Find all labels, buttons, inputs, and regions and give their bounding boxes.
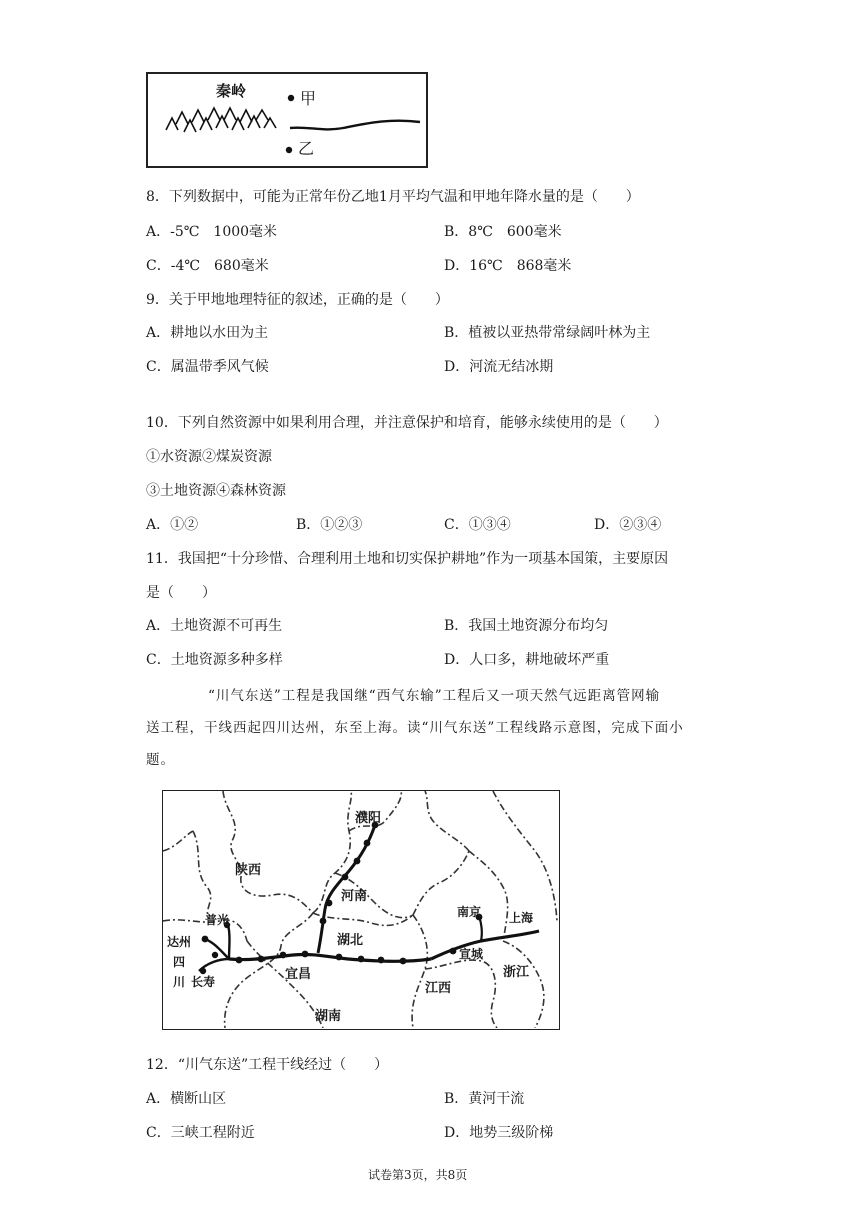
qinling-figure (146, 72, 428, 168)
q9-option-d: D．河流无结冰期 (444, 359, 554, 375)
province-borders (163, 791, 557, 1028)
q12-option-a: A．横断山区 (146, 1091, 227, 1107)
q9-stem: 9．关于甲地地理特征的叙述，正确的是（ ） (146, 292, 449, 308)
q12-option-c: C．三峡工程附近 (146, 1125, 255, 1141)
point-yi (286, 147, 292, 153)
map-label-changshou: 长寿 (191, 975, 216, 989)
q10-option-a: A．①② (146, 517, 199, 533)
q12-option-d: D．地势三级阶梯 (444, 1125, 554, 1141)
q9-option-a: A．耕地以水田为主 (146, 325, 269, 341)
map-label-hubei: 湖北 (337, 933, 364, 948)
q9-option-c: C．属温带季风气候 (146, 359, 269, 375)
mountain-symbols (166, 108, 276, 132)
q12-option-b: B．黄河干流 (444, 1091, 525, 1107)
q8-option-a: A．-5℃ 1000毫米 (146, 224, 278, 240)
pipeline-map-drawing (163, 791, 558, 1028)
q11-stem-line2: 是（ ） (146, 585, 216, 601)
q10-option-c: C．①③④ (444, 517, 511, 533)
passage-line-2: 送工程，干线西起四川达州，东至上海。读“川气东送”工程线路示意图，完成下面小 (146, 720, 684, 736)
map-label-hunan: 湖南 (315, 1009, 342, 1024)
passage-line-3: 题。 (146, 752, 175, 768)
q11-option-b: B．我国土地资源分布均匀 (444, 618, 609, 634)
map-label-yichang: 宜昌 (285, 967, 312, 982)
map-label-dazhou: 达州 (167, 935, 192, 949)
map-label-henan: 河南 (341, 889, 368, 904)
q11-option-a: A．土地资源不可再生 (146, 618, 283, 634)
q11-stem-line1: 11．我国把“十分珍惜、合理利用土地和切实保护耕地”作为一项基本国策，主要原因 (146, 551, 669, 567)
q8-option-d: D．16℃ 868毫米 (444, 258, 572, 274)
map-label-xuancheng: 宣城 (459, 947, 484, 961)
qinling-sketch (148, 74, 426, 166)
map-label-jiangxi: 江西 (425, 981, 452, 996)
pipeline-lines (199, 825, 539, 971)
river-line (290, 121, 420, 130)
q8-option-c: C．-4℃ 680毫米 (146, 258, 269, 274)
q11-option-d: D．人口多，耕地破坏严重 (444, 652, 610, 668)
q9-option-b: B．植被以亚热带常绿阔叶林为主 (444, 325, 651, 341)
point-jia (288, 95, 294, 101)
map-label-puguang: 普光 (205, 913, 230, 927)
q8-option-b: B．8℃ 600毫米 (444, 224, 562, 240)
map-label-puyang: 濮阳 (355, 811, 382, 826)
passage-line-1: “川气东送”工程是我国继“西气东输”工程后又一项天然气远距离管网输 (208, 688, 661, 704)
map-label-shanghai: 上海 (509, 911, 534, 925)
q12-stem: 12．“川气东送”工程干线经过（ ） (146, 1057, 389, 1073)
map-label-nanjing: 南京 (457, 905, 482, 919)
mountain-label: 秦岭 (216, 82, 247, 100)
q8-stem: 8．下列数据中，可能为正常年份乙地1月平均气温和甲地年降水量的是（ ） (146, 189, 640, 205)
q10-stem: 10．下列自然资源中如果利用合理，并注意保护和培育，能够永续使用的是（ ） (146, 415, 668, 431)
map-label-si: 四 (173, 955, 186, 969)
map-label-chuan: 川 (173, 975, 186, 989)
q11-option-c: C．土地资源多种多样 (146, 652, 283, 668)
page-footer: 试卷第3页，共8页 (368, 1168, 468, 1182)
label-jia: 甲 (300, 89, 317, 108)
q10-list-1: ①水资源②煤炭资源 (146, 449, 272, 465)
label-yi: 乙 (298, 139, 315, 158)
map-label-shaanxi: 陕西 (235, 863, 262, 878)
pipeline-map (162, 790, 560, 1030)
q10-option-b: B．①②③ (296, 517, 363, 533)
q10-option-d: D．②③④ (594, 517, 662, 533)
map-label-zhejiang: 浙江 (503, 965, 530, 980)
q10-list-2: ③土地资源④森林资源 (146, 483, 286, 499)
